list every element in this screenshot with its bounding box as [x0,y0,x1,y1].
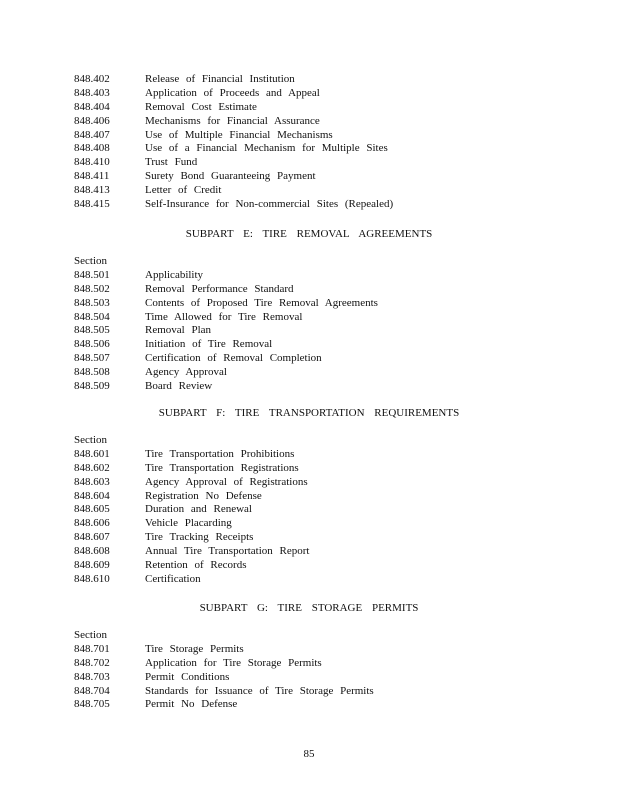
section-title: Time Allowed for Tire Removal [145,310,303,323]
toc-entry [74,698,574,712]
section-title: Certification [145,572,201,585]
toc-entry [74,559,574,573]
section-title: Initiation of Tire Removal [145,338,273,351]
section-title: Removal Performance Standard [145,282,294,295]
section-number: 848.607 [74,531,110,544]
section-number: 848.408 [74,142,110,155]
toc-entry [74,269,574,283]
section-title: Letter of Credit [145,184,222,197]
toc-entry [74,462,574,476]
section-number: 848.601 [74,447,110,460]
section-number: 848.410 [74,156,110,169]
section-number: 848.704 [74,684,110,697]
section-number: 848.501 [74,268,110,281]
section-title: Agency Approval of Registrations [145,475,308,488]
toc-entry [74,170,574,184]
subpart-e-heading: SUBPART E: TIRE REMOVAL AGREEMENTS [185,228,433,240]
section-number: 848.502 [74,282,110,295]
subpart-d-list [74,73,574,212]
toc-entry [74,297,574,311]
toc-entry [74,490,574,504]
section-title: Removal Plan [145,324,212,337]
section-title: Standards for Issuance of Tire Storage Permits [145,684,374,697]
section-title: Permit No Defense [145,698,238,711]
section-title: Duration and Renewal [145,503,252,516]
toc-entry [74,198,574,212]
toc-entry [74,324,574,338]
toc-entry [74,87,574,101]
section-title: Use of a Financial Mechanism for Multiple Sites [145,142,388,155]
section-title: Tire Transportation Registrations [145,461,299,474]
section-number: 848.604 [74,489,110,502]
section-title: Vehicle Placarding [145,517,232,530]
section-number: 848.701 [74,642,110,655]
toc-entry [74,545,574,559]
toc-entry [74,366,574,380]
subpart-g-heading: SUBPART G: TIRE STORAGE PERMITS [199,602,419,614]
subpart-e-list [74,255,574,394]
subpart-g-list [74,629,574,712]
toc-entry [74,115,574,129]
toc-entry [74,643,574,657]
section-number: 848.705 [74,698,110,711]
section-title: Surety Bond Guaranteeing Payment [145,170,316,183]
section-title: Removal Cost Estimate [145,100,257,113]
toc-entry [74,671,574,685]
toc-entry [74,685,574,699]
section-number: 848.415 [74,198,110,211]
section-number: 848.504 [74,310,110,323]
section-title: Tire Transportation Prohibitions [145,447,295,460]
toc-entry [74,142,574,156]
toc-entry [74,101,574,115]
section-title: Mechanisms for Financial Assurance [145,114,320,127]
page-number: 85 [303,748,315,760]
section-number: 848.610 [74,572,110,585]
toc-entry [74,380,574,394]
section-title: Agency Approval [145,366,227,379]
section-number: 848.507 [74,352,110,365]
toc-entry [74,448,574,462]
section-number: 848.503 [74,296,110,309]
section-number: 848.508 [74,366,110,379]
toc-entry [74,517,574,531]
section-number: 848.402 [74,73,110,85]
section-title: Annual Tire Transportation Report [145,545,310,558]
section-title: Retention of Records [145,559,247,572]
section-title: Self-Insurance for Non-commercial Sites (Repealed) [145,198,394,211]
section-title: Registration No Defense [145,489,262,502]
section-number: 848.602 [74,461,110,474]
section-number: 848.407 [74,128,110,141]
section-title: Tire Storage Permits [145,642,244,655]
toc-entry [74,73,574,87]
subpart-f-list [74,434,574,587]
section-number: 848.608 [74,545,110,558]
section-title: Use of Multiple Financial Mechanisms [145,128,333,141]
section-number: 848.406 [74,114,110,127]
section-title: Contents of Proposed Tire Removal Agreements [145,296,378,309]
toc-entry [74,503,574,517]
section-title: Tire Tracking Receipts [145,531,254,544]
toc-entry [74,156,574,170]
toc-entry [74,657,574,671]
section-number: 848.506 [74,338,110,351]
section-title: Permit Conditions [145,670,230,683]
section-number: 848.702 [74,656,110,669]
section-number: 848.509 [74,380,110,393]
toc-entry [74,311,574,325]
section-number: 848.505 [74,324,110,337]
section-number: 848.605 [74,503,110,516]
subpart-f-heading: SUBPART F: TIRE TRANSPORTATION REQUIREMENTS [158,407,460,419]
section-number: 848.413 [74,184,110,197]
section-number: 848.606 [74,517,110,530]
toc-entry [74,184,574,198]
toc-entry [74,352,574,366]
section-title: Board Review [145,380,213,393]
section-title: Application for Tire Storage Permits [145,656,322,669]
section-title: Certification of Removal Completion [145,352,322,365]
section-label: Section [74,255,107,267]
toc-entry [74,573,574,587]
section-number: 848.411 [74,170,110,183]
section-label: Section [74,434,107,446]
toc-entry [74,129,574,143]
section-title: Application of Proceeds and Appeal [145,86,320,99]
toc-entry [74,338,574,352]
toc-entry [74,283,574,297]
toc-entry [74,476,574,490]
section-title: Trust Fund [145,156,198,169]
section-number: 848.603 [74,475,110,488]
section-label: Section [74,629,107,641]
section-number: 848.404 [74,100,110,113]
section-number: 848.403 [74,86,110,99]
section-number: 848.703 [74,670,110,683]
section-title: Release of Financial Institution [145,73,295,85]
section-title: Applicability [145,268,204,281]
section-number: 848.609 [74,559,110,572]
toc-entry [74,531,574,545]
